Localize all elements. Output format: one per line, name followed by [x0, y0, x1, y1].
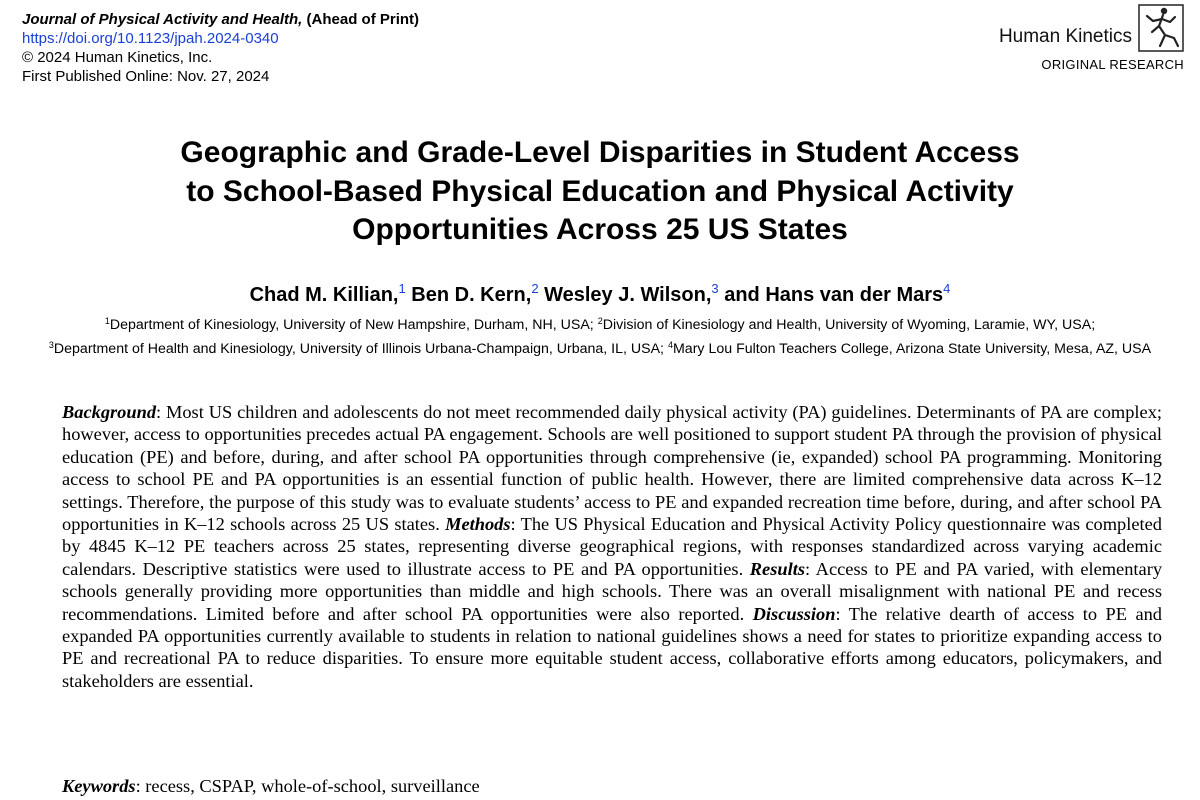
affiliation-number: 2 — [597, 316, 603, 326]
publish-date: First Published Online: Nov. 27, 2024 — [22, 68, 270, 85]
affiliation-text: Mary Lou Fulton Teachers College, Arizona State University, Mesa, AZ, USA — [672, 340, 1152, 357]
affiliation-line — [20, 336, 1180, 360]
doi-link[interactable]: https://doi.org/10.1123/jpah.2024-0340 — [22, 30, 279, 47]
methods-label: Methods — [445, 514, 511, 535]
title-line-2: to School-Based Physical Education and Physical Activity — [186, 174, 1014, 208]
title-line-3: Opportunities Across 25 US States — [352, 213, 848, 246]
affiliation-text: Department of Health and Kinesiology, University of Illinois Urbana-Champaign, Urbana, IL, USA; — [53, 340, 665, 357]
keywords — [62, 776, 480, 797]
affiliation-text: Department of Kinesiology, University of New Hampshire, Durham, NH, USA; — [109, 317, 594, 333]
discussion-label: Discussion — [752, 603, 836, 624]
abstract-paragraph — [62, 401, 1162, 692]
article-header — [22, 10, 419, 86]
section-label: ORIGINAL RESEARCH — [1041, 57, 1184, 72]
affiliation-number: 3 — [48, 339, 54, 350]
affiliation-number: 4 — [667, 339, 673, 350]
author-name: Ben D. Kern, — [411, 284, 532, 306]
background-label: Background — [62, 402, 157, 422]
affiliation-line — [20, 312, 1180, 336]
author-list — [0, 281, 1200, 307]
keywords-label: Keywords — [62, 776, 136, 796]
journal-status: (Ahead of Print) — [306, 11, 420, 28]
article-title — [0, 134, 1200, 250]
affiliations — [20, 312, 1180, 359]
human-kinetics-logo-icon — [1138, 4, 1184, 52]
publisher-block — [934, 4, 1184, 74]
author-affiliation-link[interactable]: 1 — [398, 281, 406, 296]
author-name: Wesley J. Wilson, — [544, 284, 712, 306]
copyright-line: © 2024 Human Kinetics, Inc. — [22, 49, 213, 66]
author-name: Chad M. Killian, — [249, 284, 399, 306]
results-label: Results — [749, 558, 805, 579]
abstract — [62, 401, 1162, 692]
methods-text: : The US Physical Education and Physical Activity Policy questionnaire was completed by 4845 K–12 PE teachers across 25 states, representing diverse geographical regions, with responses standardized across varying academic calendars. Descriptive statistics were used to illustrate access to PE and PA opportunities. — [62, 514, 1162, 579]
journal-name: Journal of Physical Activity and Health, — [22, 11, 303, 28]
keywords-text: : recess, CSPAP, whole-of-school, surveillance — [135, 776, 480, 796]
author-affiliation-link[interactable]: 2 — [531, 281, 539, 296]
journal-line — [22, 10, 419, 29]
title-line-1: Geographic and Grade-Level Disparities in Student Access — [180, 136, 1020, 169]
affiliation-number: 1 — [104, 316, 110, 326]
author-affiliation-link[interactable]: 4 — [943, 281, 951, 296]
discussion-text: : The relative dearth of access to PE and expanded PA opportunities currently available to students in relation to national guidelines shows a need for states to prioritize expanding access to PE and recreational PA to reduce disparities. To ensure more equitable student access, collaborative efforts among educators, policymakers, and stakeholders are essential. — [62, 603, 1162, 691]
affiliation-text: Division of Kinesiology and Health, University of Wyoming, Laramie, WY, USA; — [602, 317, 1096, 333]
background-text: : Most US children and adolescents do not meet recommended daily physical activity (PA) guidelines. Determinants of PA are complex; however, access to opportunities precedes actual PA engagement. Schools are well positioned to support student PA through the provision of physical education (PE) and before, during, and after school PA opportunities through comprehensive (ie, expanded) school PA programming. Monitoring access to school PE and PA opportunities is an essential function of public health. However, there are limited comprehensive data across K–12 settings. Therefore, the purpose of this study was to evaluate students’ access to PE and expanded recreation time before, during, and after school PA opportunities in K–12 schools across 25 US states. — [62, 402, 1162, 535]
author-affiliation-link[interactable]: 3 — [711, 281, 719, 296]
author-name: and Hans van der Mars — [724, 284, 944, 306]
publisher-name: Human Kinetics — [998, 26, 1132, 47]
results-text: : Access to PE and PA varied, with elementary schools generally providing more opportunities than middle and high schools. There was an overall misalignment with national PE and recess recommendations. Limited before and after school PA opportunities were also reported. — [62, 558, 1163, 624]
